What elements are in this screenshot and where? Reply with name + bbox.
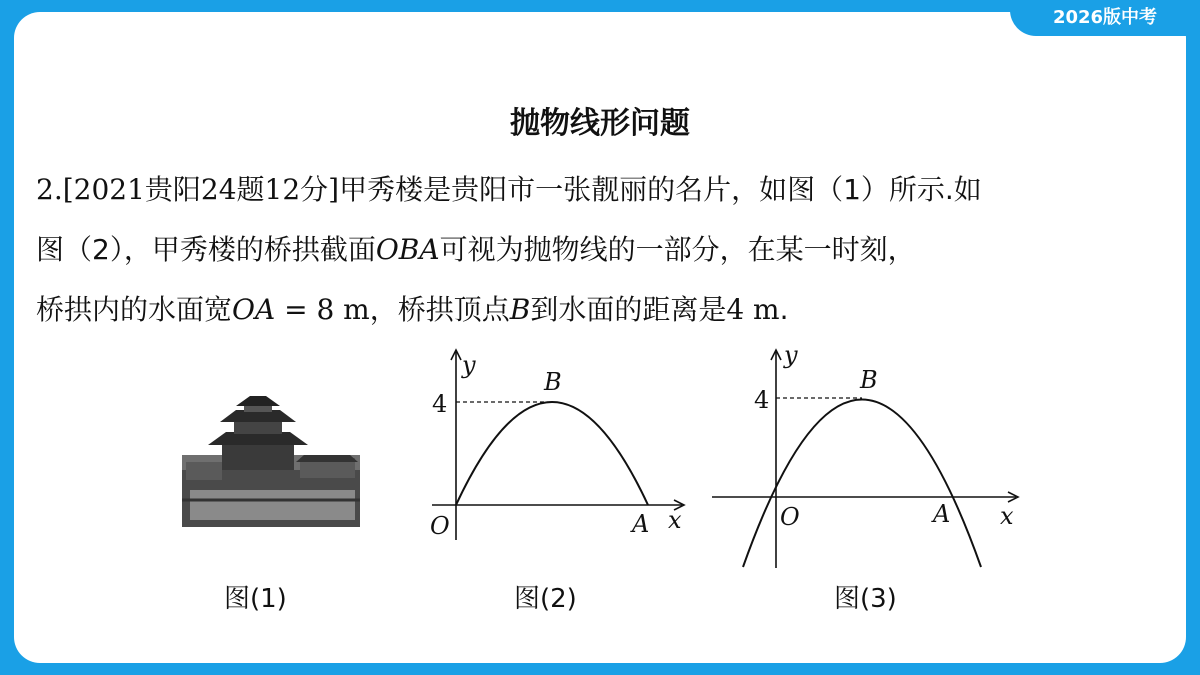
problem-number: 2. — [36, 173, 63, 206]
fig3-vertex-label: B — [860, 366, 878, 394]
problem-line2-b: 可视为抛物线的一部分，在某一时刻， — [439, 233, 916, 266]
fig3-x-label: x — [1000, 502, 1014, 530]
fig3-origin-label: O — [780, 503, 800, 531]
fig2-x-label: x — [668, 506, 682, 534]
fig3-parabola — [743, 400, 981, 568]
fig2-vertex-label: B — [544, 368, 562, 396]
figure-2-graph — [430, 350, 684, 540]
math-OBA: OBA — [375, 233, 440, 266]
math-eq-8m: = 8 m — [275, 293, 370, 326]
fig2-root-label: A — [632, 510, 650, 538]
pavilion-photo — [182, 396, 360, 527]
figure-2-caption: 图(2) — [514, 584, 577, 614]
fig2-origin-label: O — [430, 512, 450, 540]
figure-1-caption: 图(1) — [224, 584, 287, 614]
fig3-y-tick: 4 — [754, 386, 770, 414]
problem-line3-b: ，桥拱顶点 — [369, 293, 510, 326]
fig3-root-label: A — [933, 500, 951, 528]
figure-3-caption: 图(3) — [834, 584, 897, 614]
problem-line3-end: . — [779, 293, 789, 326]
figure-3-graph — [712, 341, 1018, 568]
fig3-y-label: y — [784, 341, 798, 369]
problem-line3-a: 桥拱内的水面宽 — [36, 293, 233, 326]
fig2-y-label: y — [462, 351, 476, 379]
edition-badge: 2026版中考 — [1010, 0, 1200, 36]
math-4m: 4 m — [726, 293, 780, 326]
problem-source: [2021贵阳24题12分] — [62, 173, 340, 206]
math-B: B — [509, 293, 531, 326]
problem-line2-a: 图（2），甲秀楼的桥拱截面 — [36, 233, 376, 266]
problem-line3-c: 到水面的距离是 — [530, 293, 727, 326]
fig2-parabola — [456, 402, 648, 505]
fig2-y-tick: 4 — [432, 390, 448, 418]
math-OA: OA — [232, 293, 276, 326]
section-title: 抛物线形问题 — [510, 106, 690, 141]
problem-line1-text: 甲秀楼是贵阳市一张靓丽的名片，如图（1）所示.如 — [339, 173, 982, 206]
